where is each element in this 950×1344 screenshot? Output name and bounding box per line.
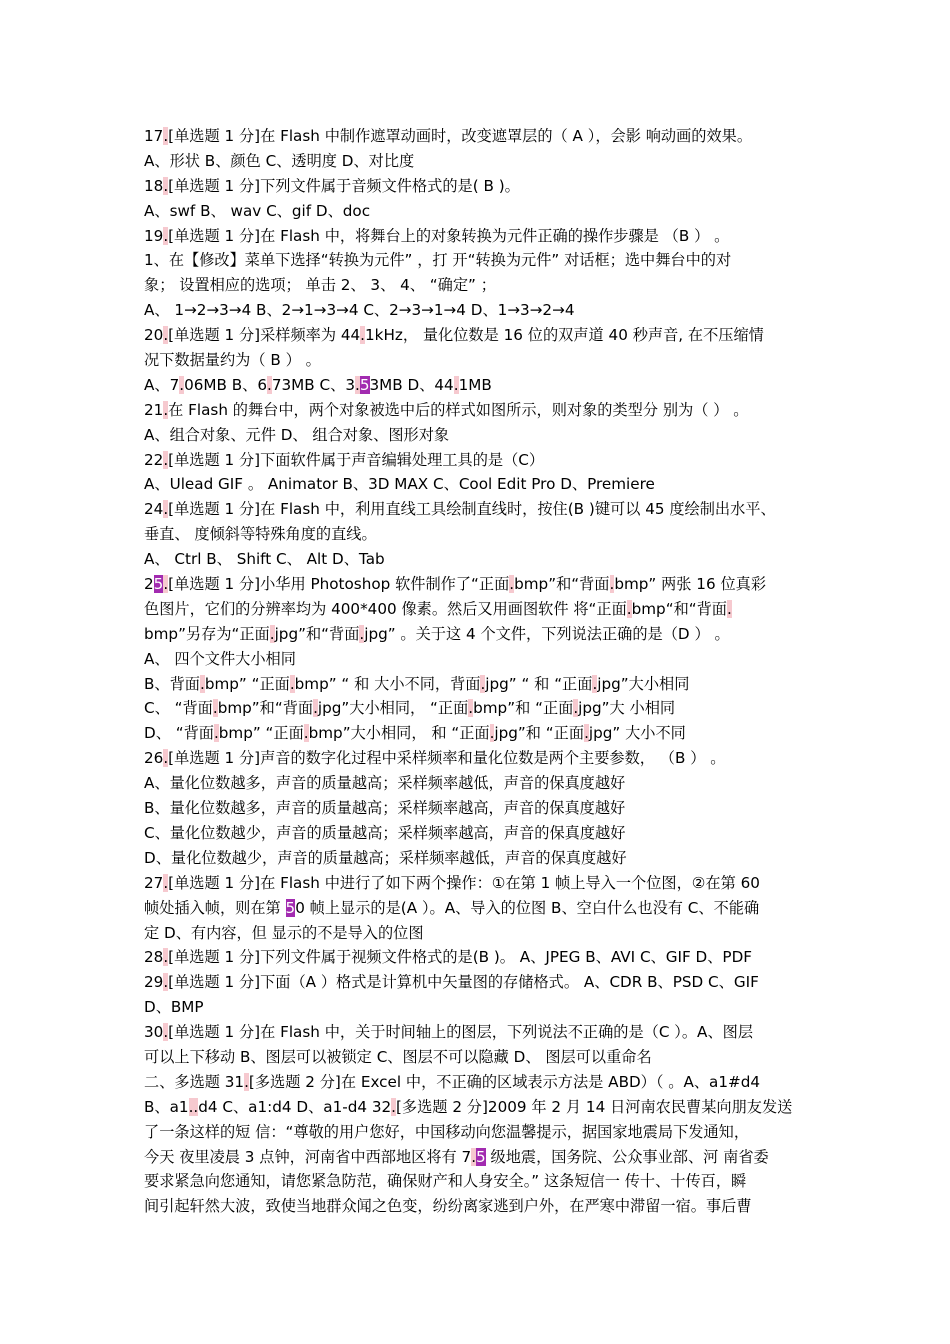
text-run: 垂直、 度倾斜等特殊角度的直线。 xyxy=(144,525,377,544)
text-run: 30 xyxy=(144,1023,164,1042)
search-highlight: . xyxy=(609,575,615,594)
search-highlight: . xyxy=(267,375,272,394)
search-highlight: . xyxy=(468,699,474,718)
text-run: 二、多选题 31 xyxy=(144,1072,245,1091)
text-run: 况下数据量约为（ B ） 。 xyxy=(144,351,321,370)
text-line xyxy=(144,149,812,174)
text-line xyxy=(144,796,812,821)
text-run: 29 xyxy=(144,973,164,992)
text-run: bmp”大小相同， 和 “正面 xyxy=(308,724,490,743)
text-run: bmp” “正面 xyxy=(218,724,304,743)
text-run: [单选题 1 分]在 Flash 中制作遮罩动画时，改变遮罩层的（ A ），会影 响动画的效果。 xyxy=(168,127,753,145)
search-highlight: . xyxy=(213,724,219,743)
text-run: 级地震，国务院、公众事业部、河 南省委 xyxy=(485,1147,769,1166)
text-run: 间引起轩然大波，致使当地群众闻之色变，纷纷离家逃到户外，在严寒中滞留一宿。事后曹 xyxy=(144,1197,752,1216)
search-highlight: . xyxy=(163,400,169,419)
search-highlight: . xyxy=(163,873,169,892)
text-run: 28 xyxy=(144,948,164,967)
text-run: [多选题 2 分]2009 年 2 月 14 日河南农民曹某向朋友发送 xyxy=(396,1097,793,1116)
text-line xyxy=(144,1070,812,1095)
text-run: B、量化位数越多，声音的质量越高；采样频率越高，声音的保真度越好 xyxy=(144,799,626,818)
search-highlight: . xyxy=(163,575,169,594)
text-line xyxy=(144,373,812,398)
text-run: [单选题 1 分]下面（A ）格式是计算机中矢量图的存储格式。 A、CDR B、PSD C、GIF xyxy=(168,973,759,992)
search-highlight: . xyxy=(355,375,360,394)
search-highlight-current: 5 xyxy=(359,375,370,394)
text-run: B、背面 xyxy=(144,674,200,693)
text-line xyxy=(144,821,812,846)
text-run: D、量化位数越少，声音的质量越高；采样频率越低，声音的保真度越好 xyxy=(144,848,627,867)
text-run: [单选题 1 分]在 Flash 中，将舞台上的对象转换为元件正确的操作步骤是 （B ） 。 xyxy=(168,226,730,245)
text-run: 73MB C、3 xyxy=(271,375,355,394)
text-line xyxy=(144,298,812,323)
search-highlight: . xyxy=(509,575,515,594)
search-highlight: . xyxy=(313,699,318,718)
text-run: jpg”大小相同 xyxy=(597,674,690,693)
text-run: [单选题 1 分]声音的数字化过程中采样频率和量化位数是两个主要参数， （B ） 。 xyxy=(168,749,726,768)
text-line xyxy=(144,597,812,622)
text-run: 19 xyxy=(144,226,164,245)
text-line xyxy=(144,746,812,771)
text-line xyxy=(144,696,812,721)
text-run: [单选题 1 分]下面软件属于声音编辑处理工具的是（C） xyxy=(168,450,545,469)
search-highlight: . xyxy=(289,674,295,693)
search-highlight: . xyxy=(480,674,486,693)
text-run: jpg” “ 和 “正面 xyxy=(485,674,593,693)
text-run: 26 xyxy=(144,749,164,768)
text-run: A、Ulead GIF 。 Animator B、3D MAX C、Cool Edit Pro D、Premiere xyxy=(144,475,655,494)
text-line xyxy=(144,846,812,871)
text-run: 21 xyxy=(144,400,164,419)
text-line xyxy=(144,1120,812,1145)
text-line xyxy=(144,423,812,448)
text-run: bmp”和 “正面 xyxy=(473,699,574,718)
text-run: B、a1 xyxy=(144,1097,189,1116)
text-line xyxy=(144,970,812,995)
text-run: 色图片，它们的分辨率均为 400*400 像素。然后又用画图软件 将“正面 xyxy=(144,599,627,618)
text-run: jpg” 大小不同 xyxy=(588,724,686,743)
text-run: [单选题 1 分]小华用 Photoshop 软件制作了“正面 xyxy=(168,575,510,594)
text-run: 27 xyxy=(144,873,164,892)
search-highlight: . xyxy=(163,1023,169,1042)
text-run: [单选题 1 分]采样频率为 44 xyxy=(168,326,361,345)
text-line xyxy=(144,921,812,946)
text-run: 22 xyxy=(144,450,164,469)
text-line xyxy=(144,1169,812,1194)
text-run: [单选题 1 分]下列文件属于音频文件格式的是( B )。 xyxy=(168,176,520,195)
text-run: jpg”和 “正面 xyxy=(494,724,585,743)
search-highlight: . xyxy=(592,674,598,693)
text-run: jpg”大小相同， “正面 xyxy=(317,699,469,718)
text-line xyxy=(144,871,812,896)
search-highlight: . xyxy=(163,749,169,768)
text-run: 06MB B、6 xyxy=(184,375,268,394)
text-line xyxy=(144,672,812,697)
text-run: 18 xyxy=(144,176,164,195)
text-line xyxy=(144,896,812,921)
search-highlight: . xyxy=(573,699,579,718)
text-run: jpg”大 小相同 xyxy=(578,699,676,718)
text-run: A、组合对象、元件 D、 组合对象、图形对象 xyxy=(144,425,450,444)
search-highlight: . xyxy=(163,450,169,469)
text-line xyxy=(144,1095,812,1120)
text-line xyxy=(144,522,812,547)
text-run: jpg” 。关于这 4 个文件，下列说法正确的是（D ） 。 xyxy=(364,624,730,643)
text-line xyxy=(144,174,812,199)
text-run: 在 Flash 的舞台中，两个对象被选中后的样式如图所示，则对象的类型分 别为（ ） 。 xyxy=(168,400,749,419)
search-highlight: . xyxy=(163,948,169,967)
text-line xyxy=(144,248,812,273)
text-line xyxy=(144,995,812,1020)
text-run: jpg”和“背面 xyxy=(274,624,360,643)
text-run: [单选题 1 分]在 Flash 中，利用直线工具绘制直线时，按住(B )键可以 45 度绘制出水平、 xyxy=(168,500,776,519)
text-line xyxy=(144,572,812,597)
search-highlight: . xyxy=(269,624,275,643)
text-line xyxy=(144,472,812,497)
text-run: C、 “背面 xyxy=(144,699,213,718)
text-run: bmp” “ 和 大小不同，背面 xyxy=(294,674,481,693)
text-run: bmp”和“背面 xyxy=(514,575,610,594)
search-highlight: . xyxy=(163,500,169,519)
text-line xyxy=(144,348,812,373)
text-run: [多选题 2 分]在 Excel 中，不正确的区域表示方法是 ABD）（ 。A、a1#d4 xyxy=(248,1072,761,1091)
text-run: A、 Ctrl B、 Shift C、 Alt D、Tab xyxy=(144,550,385,569)
text-run: 可以上下移动 B、图层可以被锁定 C、图层不可以隐藏 D、 图层可以重命名 xyxy=(144,1047,652,1066)
search-highlight: . xyxy=(163,973,169,992)
text-run: 1MB xyxy=(458,375,492,394)
text-line xyxy=(144,1145,812,1170)
text-line xyxy=(144,273,812,298)
search-highlight: . xyxy=(584,724,589,743)
search-highlight: . xyxy=(471,1147,477,1166)
search-highlight-current: 5 xyxy=(476,1147,486,1166)
text-line xyxy=(144,771,812,796)
text-run: A、 四个文件大小相同 xyxy=(144,649,296,668)
text-run: bmp”另存为“正面 xyxy=(144,624,270,643)
search-highlight: . xyxy=(163,326,169,345)
text-run: 今天 夜里凌晨 3 点钟，河南省中西部地区将有 7 xyxy=(144,1147,472,1166)
text-run: 1、在【修改】菜单下选择“转换为元件” ，打 开“转换为元件” 对话框；选中舞台中的对 xyxy=(144,251,732,270)
text-line xyxy=(144,647,812,672)
search-highlight-current: 5 xyxy=(285,898,296,917)
text-run: bmp”和“背面 xyxy=(217,699,314,718)
text-line xyxy=(144,1045,812,1070)
text-run: 要求紧急向您通知，请您紧急防范，确保财产和人身安全。” 这条短信一 传十、十传百，瞬 xyxy=(144,1172,747,1191)
text-run: D、 “背面 xyxy=(144,724,214,743)
text-run: 3MB D、44 xyxy=(369,375,454,394)
search-highlight: . xyxy=(163,226,169,245)
text-run: bmp” “正面 xyxy=(204,674,290,693)
search-highlight: . xyxy=(391,1097,396,1116)
text-run: [单选题 1 分]在 Flash 中，关于时间轴上的图层，下列说法不正确的是（C ）。A、图层 xyxy=(168,1023,754,1042)
text-line xyxy=(144,224,812,249)
search-highlight: . xyxy=(489,724,495,743)
search-highlight: . xyxy=(163,127,169,145)
text-line xyxy=(144,199,812,224)
search-highlight: .. xyxy=(188,1097,199,1116)
text-run: C、量化位数越少，声音的质量越高；采样频率越高，声音的保真度越好 xyxy=(144,823,626,842)
text-run: A、 1→2→3→4 B、2→1→3→4 C、2→3→1→4 D、1→3→2→4 xyxy=(144,301,575,320)
text-line xyxy=(144,1020,812,1045)
text-run: [单选题 1 分]下列文件属于视频文件格式的是(B )。 A、JPEG B、AVI C、GIF D、PDF xyxy=(168,948,753,967)
search-highlight: . xyxy=(212,699,218,718)
text-line xyxy=(144,1194,812,1219)
text-run: 0 帧上显示的是(A ）。A、导入的位图 B、空白什么也没有 C、不能确 xyxy=(295,898,760,917)
text-run: D、BMP xyxy=(144,998,204,1017)
text-run: 象； 设置相应的选项； 单击 2、 3、 4、 “确定” ； xyxy=(144,276,496,295)
text-line xyxy=(144,323,812,348)
text-run: A、7 xyxy=(144,375,180,394)
text-run: A、swf B、 wav C、gif D、doc xyxy=(144,201,371,220)
search-highlight: . xyxy=(179,375,185,394)
search-highlight-current: 5 xyxy=(153,575,164,594)
text-run: 24 xyxy=(144,500,164,519)
text-run: 帧处插入帧，则在第 xyxy=(144,898,286,917)
text-run: bmp“和“背面 xyxy=(631,599,727,618)
text-run: A、量化位数越多，声音的质量越高；采样频率越低，声音的保真度越好 xyxy=(144,774,626,793)
text-line xyxy=(144,721,812,746)
text-run: 20 xyxy=(144,326,164,345)
search-highlight: . xyxy=(453,375,459,394)
text-run: A、形状 B、颜色 C、透明度 D、对比度 xyxy=(144,151,415,170)
search-highlight: . xyxy=(163,176,169,195)
text-run: 2 xyxy=(144,575,154,594)
text-line xyxy=(144,124,812,149)
text-line xyxy=(144,497,812,522)
search-highlight: . xyxy=(303,724,309,743)
text-line xyxy=(144,622,812,647)
text-run: 定 D、有内容，但 显示的不是导入的位图 xyxy=(144,923,424,942)
text-run: d4 C、a1:d4 D、a1-d4 32 xyxy=(198,1097,392,1116)
text-run: 17 xyxy=(144,127,164,145)
document-body xyxy=(144,124,812,1219)
text-run: [单选题 1 分]在 Flash 中进行了如下两个操作：①在第 1 帧上导入一个位图，②在第 60 xyxy=(168,873,760,892)
search-highlight: . xyxy=(360,326,365,345)
search-highlight: . xyxy=(359,624,365,643)
text-line xyxy=(144,448,812,473)
text-line xyxy=(144,398,812,423)
search-highlight: . xyxy=(727,599,732,618)
text-run: 1kHz， 量化位数是 16 位的双声道 40 秒声音, 在不压缩情 xyxy=(365,326,764,345)
text-line xyxy=(144,945,812,970)
text-line xyxy=(144,547,812,572)
search-highlight: . xyxy=(626,599,632,618)
text-run: bmp” 两张 16 位真彩 xyxy=(614,575,767,594)
search-highlight: . xyxy=(244,1072,249,1091)
text-run: 了一条这样的短 信：“尊敬的用户您好，中国移动向您温馨提示，据国家地震局下发通知， xyxy=(144,1122,750,1141)
search-highlight: . xyxy=(199,674,205,693)
